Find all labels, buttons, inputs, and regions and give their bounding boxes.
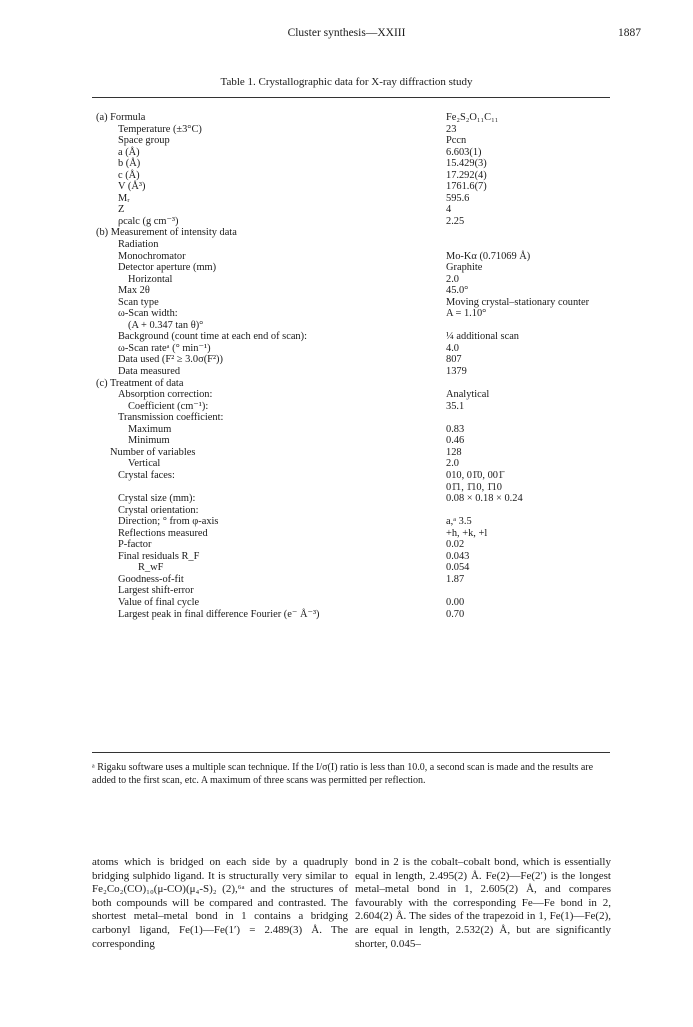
row-label: Scan type [118, 296, 159, 308]
crystallographic-data-table [96, 112, 646, 620]
row-label: ω-Scan rateᵃ (° min⁻¹) [118, 342, 211, 354]
body-paragraph-right: bond in 2 is the cobalt–cobalt bond, which is essentially equal in length, 2.495(2) Å. Fe(2)—Fe(2′) is the longest metal–metal bond in 1, 2.605(2) Å, and compares favourably with the corresponding Fe—Fe bond in 2, 2.604(2) Å. The sides of the trapezoid in 1, Fe(1)—Fe(2), are equal in length, 2.532(2) Å, but are significantly shorter, 0.045– [355, 856, 611, 950]
row-label: (b) Measurement of intensity data [96, 227, 237, 239]
row-label: Coefficient (cm⁻¹): [128, 400, 209, 412]
row-value: 0.83 [446, 423, 465, 435]
row-label: a (Å) [118, 146, 140, 158]
table-row [96, 204, 646, 216]
row-label: Absorption correction: [118, 389, 213, 401]
row-value: 2.25 [446, 215, 465, 227]
table-bottom-rule [92, 752, 610, 753]
table-row [96, 227, 646, 239]
row-value: 0.02 [446, 539, 465, 551]
row-value: ¼ additional scan [446, 331, 520, 343]
row-label: R_wF [138, 562, 164, 574]
row-label: Vertical [128, 458, 161, 470]
row-value: 0.70 [446, 608, 465, 620]
row-value: 2.0 [446, 458, 459, 470]
row-label: Radiation [118, 239, 159, 251]
table-row [96, 447, 646, 459]
table-row [96, 308, 646, 320]
table-row [96, 320, 646, 332]
table-row [96, 609, 646, 621]
row-value: 15.429(3) [446, 158, 487, 170]
row-value: 23 [446, 123, 457, 135]
table-top-rule [92, 97, 610, 98]
table-row [96, 458, 646, 470]
table-row [96, 274, 646, 286]
table-row [96, 389, 646, 401]
row-value [446, 505, 646, 517]
row-value: 45.0° [446, 285, 469, 297]
table-row [96, 285, 646, 297]
row-label: ω-Scan width: [118, 308, 178, 320]
row-label: V (Å³) [118, 181, 146, 193]
row-label: Number of variables [110, 446, 196, 458]
table-row [96, 551, 646, 563]
table-row [96, 354, 646, 366]
row-label: Largest peak in final difference Fourier (e⁻ Å⁻³) [118, 608, 320, 620]
table-row [96, 124, 646, 136]
row-value: Graphite [446, 262, 483, 274]
body-column-right [355, 856, 611, 951]
row-label: Value of final cycle [118, 596, 200, 608]
body-paragraph-left: atoms which is bridged on each side by a quadruply bridging sulphido ligand. It is structurally very similar to Fe₂Co₂(CO)₁₀(μ-CO)(μ₄-S)₂ (2),⁶ᵃ and the structures of both compounds will be compared and contrasted. The shortest metal–metal bond in 1 contains a bridging carbonyl ligand, Fe(1)—Fe(1′) = 2.489(3) Å. The corresponding [92, 856, 348, 950]
running-title: Cluster synthesis—XXIII [287, 27, 406, 39]
row-label: Data measured [118, 366, 181, 378]
row-label: Reflections measured [118, 527, 208, 539]
table-row [96, 366, 646, 378]
table-row [96, 158, 646, 170]
table-row [96, 297, 646, 309]
row-label: Horizontal [128, 273, 173, 285]
row-label: (A + 0.347 tan θ)° [128, 319, 204, 331]
row-label: Data used (F² ≥ 3.0σ(F²)) [118, 354, 223, 366]
table-row [96, 516, 646, 528]
row-label: ρcalc (g cm⁻³) [118, 215, 179, 227]
table-row [96, 331, 646, 343]
table-row [96, 574, 646, 586]
table-row [96, 401, 646, 413]
row-value [446, 412, 646, 424]
row-label: Detector aperture (mm) [118, 262, 217, 274]
table-row [96, 562, 646, 574]
table-row [96, 539, 646, 551]
row-value: 01̄1, 1̄10, 1̄10 [446, 481, 502, 493]
row-label: c (Å) [118, 169, 140, 181]
row-value: 1379 [446, 366, 467, 378]
row-value: A = 1.10° [446, 308, 487, 320]
row-value: Pccn [446, 135, 467, 147]
table-row [96, 470, 646, 482]
row-value [446, 378, 646, 390]
row-value: 0.00 [446, 596, 465, 608]
table-row [96, 505, 646, 517]
row-value [446, 320, 646, 332]
row-label: Space group [118, 135, 170, 147]
row-value: 0.054 [446, 562, 470, 574]
table-row [96, 412, 646, 424]
row-value: Mo-Kα (0.71069 Å) [446, 250, 531, 262]
table-row [96, 435, 646, 447]
table-row [96, 170, 646, 182]
row-value: 1.87 [446, 573, 465, 585]
table-row [96, 193, 646, 205]
row-label: (a) Formula [96, 112, 146, 123]
row-value: 0.043 [446, 550, 470, 562]
row-label: Monochromator [118, 250, 186, 262]
row-label: Transmission coefficient: [118, 412, 224, 424]
table-row [96, 216, 646, 228]
row-label: Crystal orientation: [118, 504, 199, 516]
row-value: Fe₂S₂O₁₁C₁₁ [446, 112, 499, 123]
row-value: 2.0 [446, 273, 459, 285]
table-row [96, 251, 646, 263]
row-label: Z [118, 204, 125, 216]
table-caption: Table 1. Crystallographic data for X-ray diffraction study [220, 76, 473, 88]
body-column-left [92, 856, 348, 951]
table-row [96, 147, 646, 159]
row-label: Crystal size (mm): [118, 493, 196, 505]
table-row [96, 239, 646, 251]
page-number: 1887 [618, 27, 641, 39]
row-value: 17.292(4) [446, 169, 487, 181]
row-label: Crystal faces: [118, 469, 175, 481]
table-row [96, 597, 646, 609]
table-row [96, 112, 646, 124]
row-value [446, 227, 646, 239]
table-row [96, 181, 646, 193]
row-value: 4 [446, 204, 452, 216]
table-row [96, 585, 646, 597]
row-label: Maximum [128, 423, 172, 435]
row-value: 4.0 [446, 342, 459, 354]
row-label: b (Å) [118, 158, 141, 170]
table-row [96, 482, 646, 494]
row-label [96, 482, 446, 494]
row-label: Largest shift-error [118, 585, 194, 597]
row-label: Final residuals R_F [118, 550, 200, 562]
row-label: P-factor [118, 539, 152, 551]
row-label: Direction; ° from φ-axis [118, 516, 219, 528]
table-row [96, 424, 646, 436]
table-row [96, 528, 646, 540]
row-value: Analytical [446, 389, 490, 401]
row-label: Minimum [128, 435, 170, 447]
row-label: Temperature (±3°C) [118, 123, 202, 135]
row-value: 1761.6(7) [446, 181, 487, 193]
row-value: 595.6 [446, 192, 470, 204]
row-label: Max 2θ [118, 285, 150, 297]
row-value: +h, +k, +l [446, 527, 488, 539]
table-row [96, 135, 646, 147]
row-value: 6.603(1) [446, 146, 482, 158]
row-label: (c) Treatment of data [96, 377, 184, 389]
row-label: Background (count time at each end of scan): [118, 331, 307, 343]
row-value: Moving crystal–stationary counter [446, 296, 590, 308]
table-row [96, 262, 646, 274]
row-value [446, 585, 646, 597]
row-value: 807 [446, 354, 462, 366]
row-value: 128 [446, 446, 462, 458]
row-value: 0.08 × 0.18 × 0.24 [446, 493, 523, 505]
table-row [96, 493, 646, 505]
table-footnote: ᵃ Rigaku software uses a multiple scan technique. If the I/σ(I) ratio is less than 10.0, a second scan is made and the results are added to the first scan, etc. A maximum of three scans was permitted per reflection. [92, 762, 594, 786]
row-value: 010, 01̄0, 001̄ [446, 469, 504, 481]
table-row [96, 343, 646, 355]
row-value: a,ᵃ 3.5 [446, 516, 472, 528]
row-label: Goodness-of-fit [118, 573, 184, 585]
row-value: 0.46 [446, 435, 465, 447]
table-row [96, 378, 646, 390]
row-value [446, 239, 646, 251]
row-value: 35.1 [446, 400, 465, 412]
row-label: Mᵣ [118, 192, 130, 204]
